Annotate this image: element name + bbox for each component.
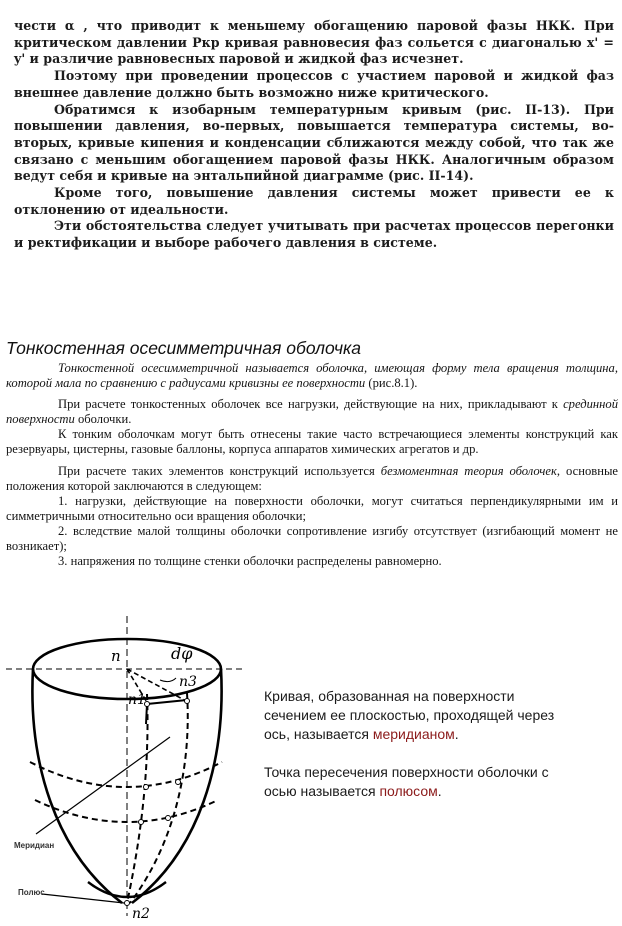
scan-paragraph-5: Эти обстоятельства следует учитывать при расчетах процессов перегонки и ректификации и выборе рабочего давления в системе.: [14, 218, 614, 251]
scan-paragraph-4: Кроме того, повышение давления системы может привести ее к отклонению от идеальности.: [14, 185, 614, 217]
scan-paragraph-3: Обратимся к изобарным температурным кривым (рис. II-13). При повышении давления, во-первых, повышается температура системы, во-вторых, кривые кипения и конденсации сближаются между собой, что так же связано с меньшим обогащением паровой фазы НКК. Аналогичным образом ведут себя и кривые на энтальпийной диаграмме (рис. II-14).: [14, 101, 614, 184]
meridian-curve-1: [127, 694, 148, 903]
theory-text-end: , основные положения которой заключаются в следующем:: [6, 463, 618, 493]
theory-text: При расчете таких элементов конструкций используется: [58, 463, 381, 478]
pole-definition: [264, 763, 564, 801]
examples-paragraph: К тонким оболочкам могут быть отнесены такие часто встречающиеся элементы конструкций как резервуары, цистерны, газовые баллоны, корпуса аппаратов химических агрегатов и др.: [6, 427, 618, 457]
scan-paragraph-1: чести α , что приводит к меньшему обогащению паровой фазы НКК. При критическом давлении Pкр кривая равновесия фаз сольется с диагональю x' = y' и различие равновесных паровой и жидкой фаз исчезнет.: [14, 18, 614, 67]
meridian-term: меридианом: [372, 726, 455, 742]
definition-ref: (рис.8.1).: [365, 376, 418, 391]
scanned-text-block: [14, 18, 614, 252]
shell-diagram: [0, 612, 262, 921]
label-n3: n3: [179, 674, 197, 690]
section-title: Тонкостенная осесимметричная оболочка: [6, 338, 362, 358]
point-n2: [125, 901, 130, 906]
grid-point-4: [166, 816, 171, 821]
pole-definition-text: Точка пересечения поверхности оболочки с осью называется: [264, 764, 549, 799]
parallel-curve-1: [30, 762, 222, 787]
meridian-definition: [264, 687, 564, 744]
label-n2: n2: [132, 906, 150, 921]
meridian-curve-2: [130, 693, 188, 903]
grid-point-2: [176, 780, 181, 785]
label-dphi: dφ: [171, 644, 193, 663]
shell-figure: [0, 612, 262, 921]
definition-text: Тонкостенной осесимметричной называется оболочка, имеющая форму тела вращения толщина, которой мала по сравнению с радиусами кривизны ее поверхности: [6, 361, 618, 391]
load-text-end: оболочки.: [74, 412, 132, 427]
dphi-arc: [160, 678, 176, 682]
theory-paragraph: [6, 464, 618, 494]
scan-paragraph-2: Поэтому при проведении процессов с участием паровой и жидкой фаз внешнее давление должно быть возможно ниже критического.: [14, 68, 614, 100]
grid-point-3: [139, 820, 144, 825]
label-n: n: [111, 647, 121, 665]
element-side-edge: [146, 704, 147, 724]
label-n1: n1: [128, 692, 146, 708]
shell-section: [6, 338, 618, 569]
pole-term: полюсом: [379, 783, 438, 799]
list-item-3: 3. напряжения по толщине стенки оболочки распределены равномерно.: [58, 554, 442, 569]
list-item-1: 1. нагрузки, действующие на поверхности оболочки, могут считаться перпендикулярными им и симметричными относительно оси вращения оболочки;: [6, 493, 618, 523]
membrane-theory-term: безмоментная теория оболочек: [380, 463, 557, 478]
list-item-2: 2. вследствие малой толщины оболочки сопротивление изгибу отсутствует (изгибающий момент не возникает);: [6, 523, 618, 554]
load-paragraph: [6, 397, 618, 427]
definition-paragraph: [6, 361, 618, 391]
median-surface-term: срединной поверхности: [6, 397, 618, 427]
pole-definition-end: .: [437, 783, 442, 799]
point-n3: [185, 699, 190, 704]
definitions-panel: [264, 687, 564, 801]
load-text: При расчете тонкостенных оболочек все нагрузки, действующие на них, прикладывают к: [58, 397, 564, 412]
grid-point-1: [144, 785, 149, 790]
label-meridian: Меридиан: [14, 841, 55, 850]
element-top-edge: [147, 700, 187, 704]
label-pole: Полюс: [18, 888, 45, 897]
meridian-definition-end: .: [454, 726, 459, 742]
meridian-definition-text: Кривая, образованная на поверхности сечением ее плоскостью, проходящей через ось, называется: [264, 688, 555, 742]
